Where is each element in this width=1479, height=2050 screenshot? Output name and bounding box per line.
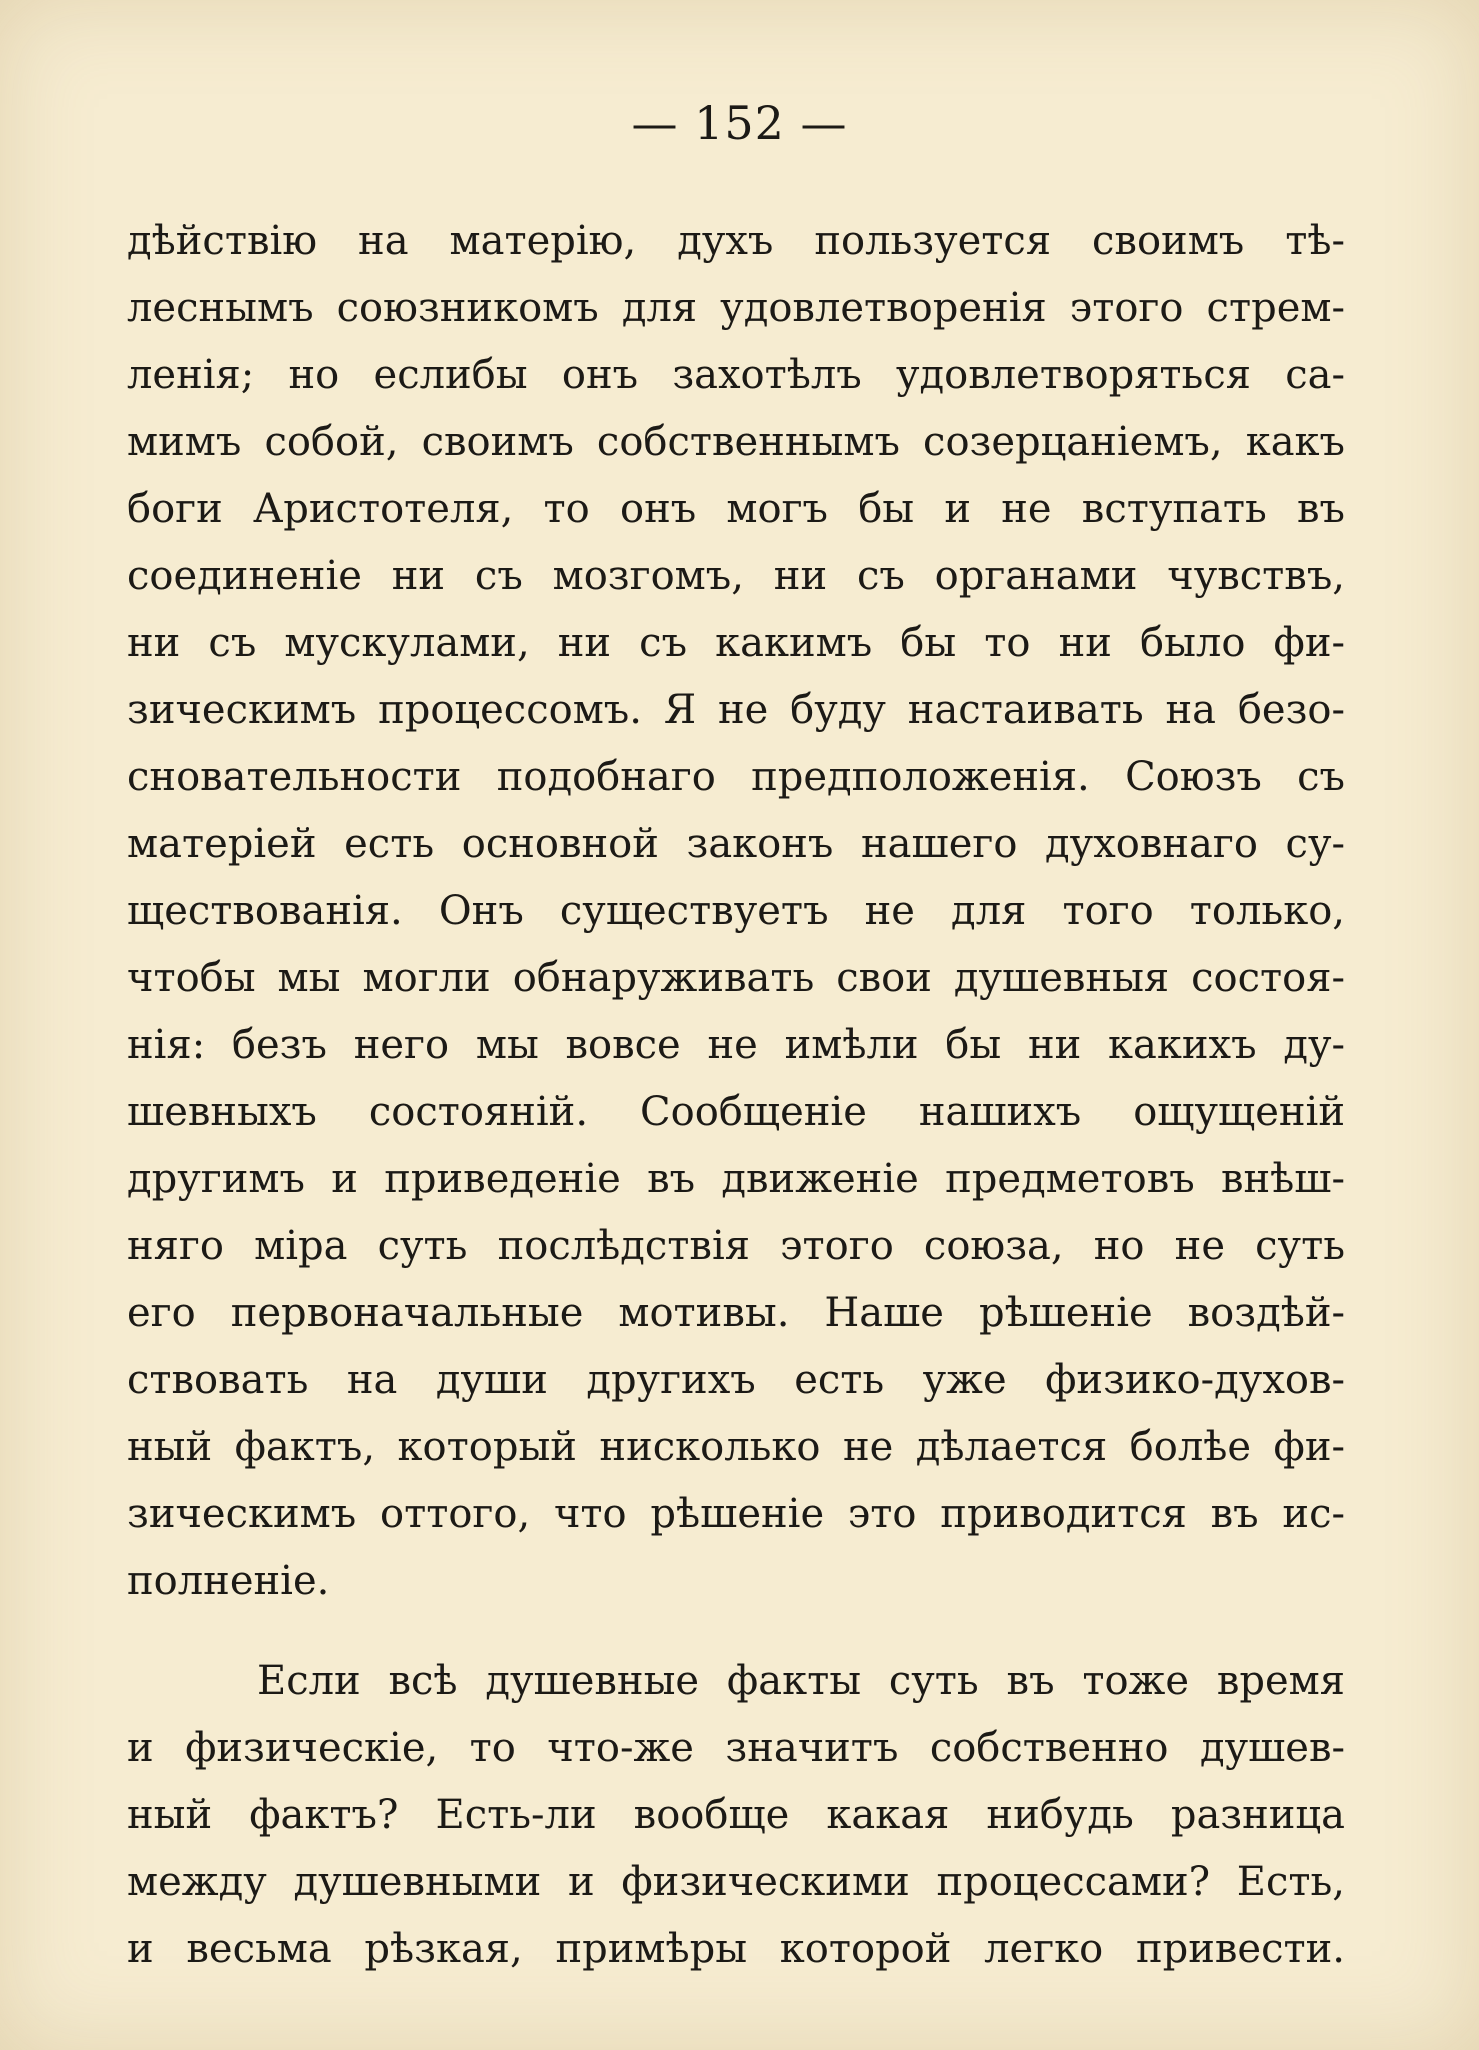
page-number: — 152 —: [631, 96, 848, 150]
text-line: мимъ собой, своимъ собственнымъ созерцаніемъ, какъ: [127, 419, 1345, 465]
text-line: соединеніе ни съ мозгомъ, ни съ органами чувствъ,: [127, 553, 1345, 599]
text-line: матеріей есть основной законъ нашего духовнаго су-: [127, 821, 1345, 867]
text-line: ленія; но еслибы онъ захотѣлъ удовлетворяться са-: [127, 352, 1345, 398]
text-line: ный фактъ? Есть-ли вообще какая нибудь разница: [127, 1792, 1345, 1838]
text-line: боги Аристотеля, то онъ могъ бы и не вступать въ: [127, 486, 1345, 532]
text-line: сновательности подобнаго предположенія. Союзъ съ: [127, 754, 1345, 800]
text-line: ствовать на души другихъ есть уже физико-духов-: [127, 1357, 1345, 1403]
text-line: леснымъ союзникомъ для удовлетворенія этого стрем-: [127, 285, 1345, 331]
text-line: зическимъ процессомъ. Я не буду настаивать на безо-: [127, 687, 1345, 733]
text-line: ный фактъ, который нисколько не дѣлается болѣе фи-: [127, 1424, 1345, 1470]
text-line: и физическіе, то что-же значитъ собственно душев-: [127, 1725, 1345, 1771]
paragraph-1: [127, 208, 1345, 1615]
text-line: Если всѣ душевные факты суть въ тоже время: [257, 1658, 1345, 1704]
text-line: зическимъ оттого, что рѣшеніе это приводится въ ис-: [127, 1491, 1345, 1537]
text-line: между душевными и физическими процессами? Есть,: [127, 1859, 1345, 1905]
text-line: его первоначальные мотивы. Наше рѣшеніе воздѣй-: [127, 1290, 1345, 1336]
text-line: чтобы мы могли обнаруживать свои душевныя состоя-: [127, 955, 1345, 1001]
text-line: ни съ мускулами, ни съ какимъ бы то ни было фи-: [127, 620, 1345, 666]
text-line: нія: безъ него мы вовсе не имѣли бы ни какихъ ду-: [127, 1022, 1345, 1068]
text-line: няго міра суть послѣдствія этого союза, но не суть: [127, 1223, 1345, 1269]
text-line: шевныхъ состояній. Сообщеніе нашихъ ощущеній: [127, 1089, 1345, 1135]
text-line: и весьма рѣзкая, примѣры которой легко привести.: [127, 1926, 1345, 1972]
text-line: дѣйствію на матерію, духъ пользуется своимъ тѣ-: [127, 218, 1345, 264]
text-line: ществованія. Онъ существуетъ не для того только,: [127, 888, 1345, 934]
paragraph-2: [127, 1648, 1345, 1983]
text-line: полненіе.: [127, 1558, 330, 1604]
text-line: другимъ и приведеніе въ движеніе предметовъ внѣш-: [127, 1156, 1345, 1202]
